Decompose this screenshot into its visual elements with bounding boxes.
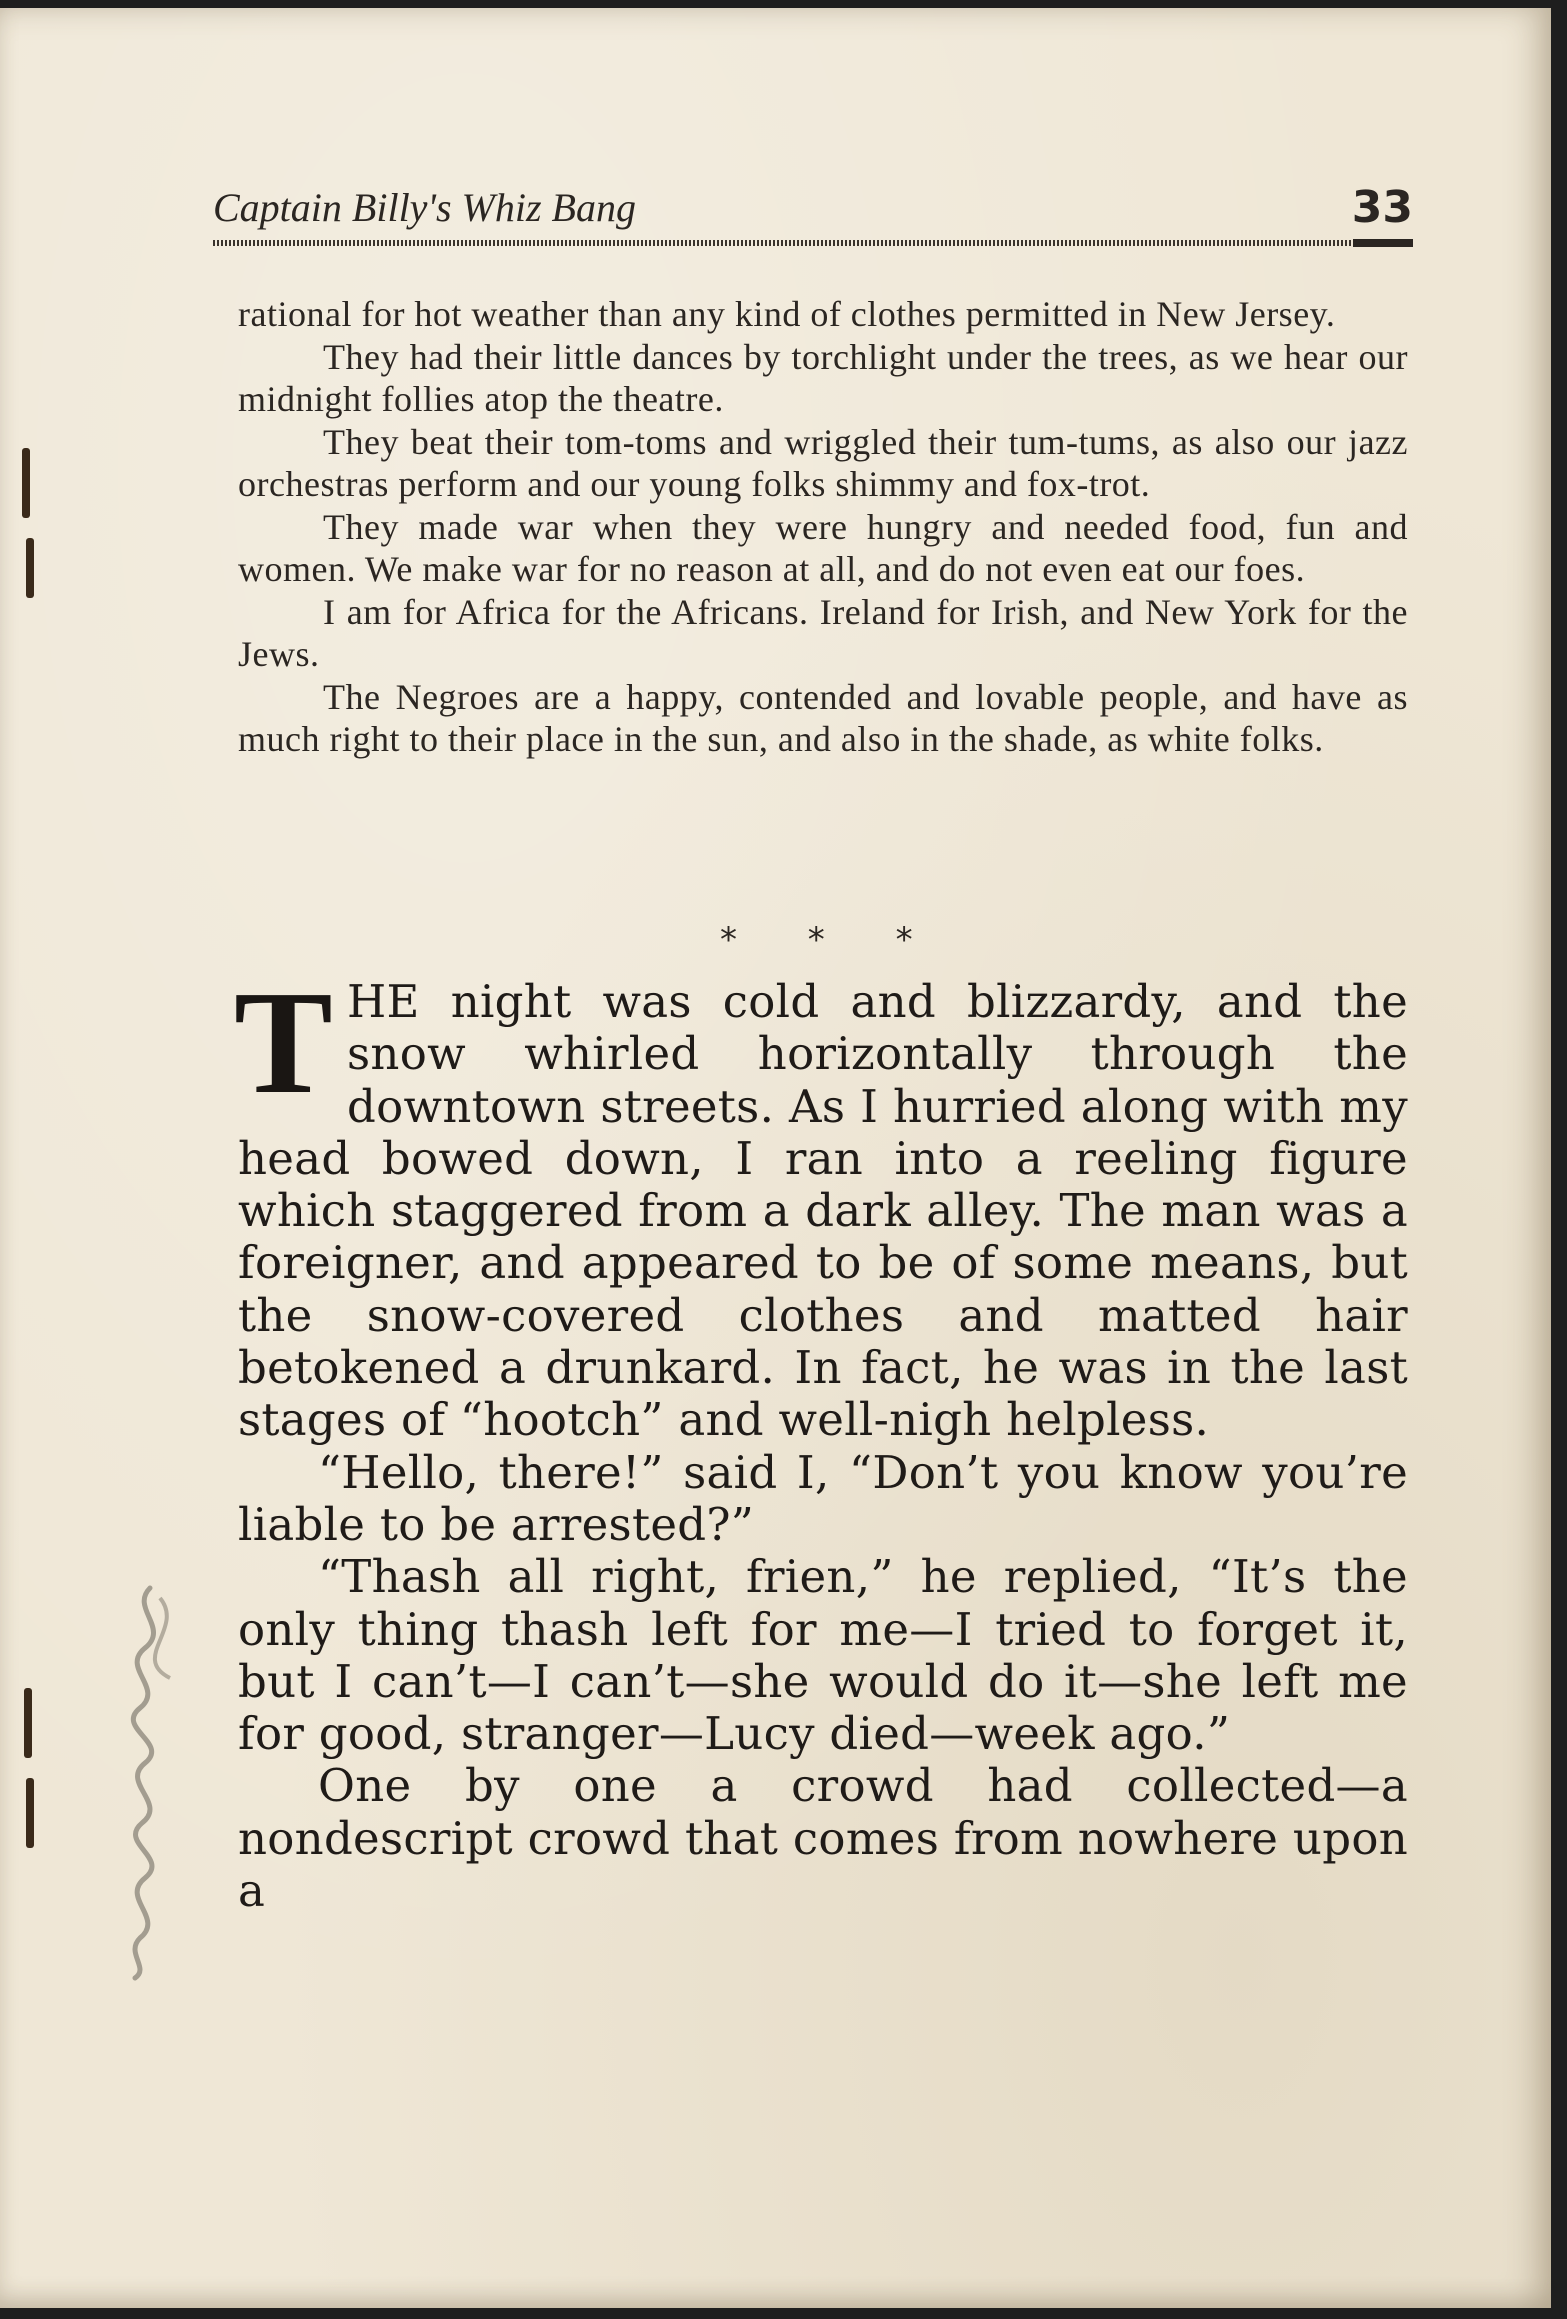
story-paragraph [234, 961, 1408, 1447]
pencil-scribble-icon [90, 1568, 200, 1988]
paragraph: They beat their tom-toms and wriggled their tum-tums, as also our jazz orchestras perform and our young folks shimmy and fox-trot. [238, 421, 1408, 504]
paragraph: They made war when they were hungry and needed food, fun and women. We make war for no reason at all, and do not even eat our foes. [238, 506, 1408, 589]
header-rule [213, 240, 1413, 246]
story-paragraph: “Thash all right, frien,” he replied, “It’s the only thing thash left for me—I tried to forget it, but I can’t—I can’t—she would do it—she left me for good, stranger—Lucy died—week ago.” [238, 1550, 1408, 1761]
binding-mark [24, 1688, 32, 1758]
paragraph: The Negroes are a happy, contended and lovable people, and have as much right to their place in the sun, and also in the shade, as white folks. [238, 676, 1408, 759]
section-separator: * * * [720, 920, 943, 960]
paragraph: They had their little dances by torchlight under the trees, as we hear our midnight follies atop the theatre. [238, 336, 1408, 419]
page-number: 33 [1351, 182, 1413, 233]
binding-mark [22, 448, 30, 518]
scan-bottom-edge [0, 2308, 1567, 2319]
running-title: Captain Billy's Whiz Bang [213, 185, 636, 230]
book-page [0, 8, 1552, 2308]
binding-mark [26, 538, 34, 598]
paragraph: I am for Africa for the Africans. Ireland for Irish, and New York for the Jews. [238, 591, 1408, 674]
drop-cap: T [234, 961, 334, 1125]
story-section [234, 961, 1408, 1918]
story-paragraph: One by one a crowd had collected—a nondescript crowd that comes from nowhere upon a [238, 1759, 1408, 1918]
paragraph: rational for hot weather than any kind of clothes permitted in New Jersey. [238, 294, 1336, 334]
small-type-section [238, 293, 1408, 761]
scan-right-edge [1551, 0, 1567, 2319]
scan-top-edge [0, 0, 1567, 8]
binding-mark [26, 1778, 34, 1848]
story-opening-text: HE night was cold and blizzardy, and the snow whirled horizontally through the downtown streets. As I hurried along with my head bowed down, I ran into a reeling figure which staggered from a dark alley. The man was a foreigner, and appeared to be of some means, but the snow-covered clothes and matted hair betokened a drunkard. In fact, he was in the last stages of “hootch” and well-nigh helpless. [238, 975, 1408, 1447]
story-paragraph: “Hello, there!” said I, “Don’t you know you’re liable to be arrested?” [238, 1445, 1408, 1551]
page-header [213, 178, 1413, 248]
header-rule-end [1353, 239, 1413, 247]
